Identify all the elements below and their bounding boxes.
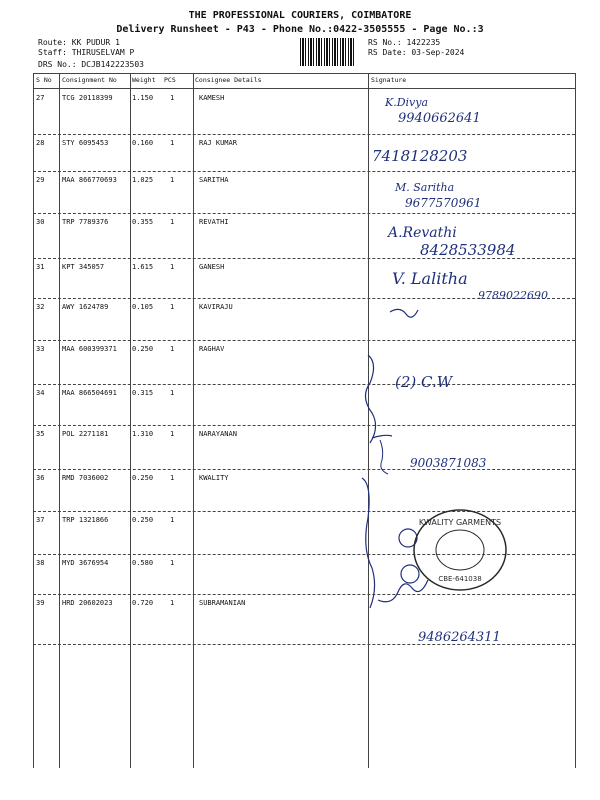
cell-sno: 39 — [36, 599, 45, 607]
signature-39-phone: 9486264311 — [418, 630, 501, 645]
cell-consignment: MAA 866504691 — [62, 389, 117, 397]
cell-pcs: 1 — [170, 389, 175, 397]
cell-consignee: KWALITY — [199, 474, 229, 482]
cell-consignee: SUBRAMANIAN — [199, 599, 246, 607]
cell-consignment: POL 2271181 — [62, 430, 109, 438]
signature-28-phone: 7418128203 — [372, 147, 468, 165]
cell-sno: 32 — [36, 303, 45, 311]
cell-consignment: TRP 7789376 — [62, 218, 109, 226]
cell-pcs: 1 — [170, 345, 175, 353]
kwality-stamp — [410, 505, 510, 595]
cell-consignment: AWY 1624789 — [62, 303, 109, 311]
company-title: THE PROFESSIONAL COURIERS, COIMBATORE — [188, 10, 412, 21]
table-row — [33, 172, 575, 214]
rs-no-label: RS No.: 1422235 — [368, 38, 441, 47]
signature-27-name: K.Divya — [385, 96, 429, 109]
cell-sno: 28 — [36, 139, 45, 147]
signature-33-mark: (2) C.W — [395, 373, 453, 391]
signature-35-phone: 9003871083 — [410, 456, 487, 470]
cell-consignment: STY 6095453 — [62, 139, 109, 147]
cell-consignee: RAGHAV — [199, 345, 225, 353]
cell-sno: 29 — [36, 176, 45, 184]
signature-29-name: M. Saritha — [395, 181, 455, 194]
signature-30-phone: 8428533984 — [420, 241, 516, 259]
cell-sno: 36 — [36, 474, 45, 482]
signature-30-name: A.Revathi — [388, 225, 457, 241]
cell-pcs: 1 — [170, 263, 175, 271]
staff-label: Staff: THIRUSELVAM P — [38, 48, 135, 57]
col-header-consignee: Consignee Details — [195, 76, 262, 84]
cell-consignee: GANESH — [199, 263, 225, 271]
cell-consignment: MYD 3676954 — [62, 559, 109, 567]
cell-consignment: KPT 345057 — [62, 263, 105, 271]
signature-scribbles — [360, 300, 560, 660]
col-header-consignment: Consignment No — [62, 76, 117, 84]
cell-pcs: 1 — [170, 139, 175, 147]
cell-weight: 1.615 — [132, 263, 154, 271]
svg-text:KWALITY GARMENTS: KWALITY GARMENTS — [418, 518, 502, 527]
cell-consignment: TCG 20118399 — [62, 94, 113, 102]
drs-label: DRS No.: DCJB142223503 — [38, 60, 144, 69]
signature-31-phone: 9789022690 — [478, 289, 548, 302]
col-header-pcs: PCS — [164, 76, 176, 84]
cell-consignment: RMD 7036002 — [62, 474, 109, 482]
cell-pcs: 1 — [170, 559, 175, 567]
cell-consignee: RAJ KUMAR — [199, 139, 237, 147]
cell-consignment: TRP 1321866 — [62, 516, 109, 524]
cell-sno: 33 — [36, 345, 45, 353]
cell-weight: 1.025 — [132, 176, 154, 184]
cell-weight: 0.355 — [132, 218, 154, 226]
table-row — [33, 135, 575, 172]
cell-weight: 0.105 — [132, 303, 154, 311]
cell-consignee: NARAYANAN — [199, 430, 237, 438]
cell-pcs: 1 — [170, 303, 175, 311]
table-top-border — [33, 73, 575, 74]
cell-weight: 1.150 — [132, 94, 154, 102]
cell-consignee: SARITHA — [199, 176, 229, 184]
cell-consignment: MAA 600399371 — [62, 345, 117, 353]
cell-sno: 35 — [36, 430, 45, 438]
cell-weight: 0.250 — [132, 345, 154, 353]
cell-weight: 1.310 — [132, 430, 154, 438]
col-header-sno: S No — [36, 76, 52, 84]
cell-pcs: 1 — [170, 176, 175, 184]
cell-consignee: REVATHI — [199, 218, 229, 226]
col-header-weight: Weight — [132, 76, 156, 84]
table-header-border — [33, 88, 575, 89]
cell-sno: 34 — [36, 389, 45, 397]
cell-weight: 0.160 — [132, 139, 154, 147]
cell-consignment: HRD 20602023 — [62, 599, 113, 607]
rs-date-label: RS Date: 03-Sep-2024 — [368, 48, 465, 57]
cell-sno: 31 — [36, 263, 45, 271]
signature-29-phone: 9677570961 — [405, 196, 482, 210]
barcode — [300, 38, 356, 66]
cell-weight: 0.250 — [132, 516, 154, 524]
table-row — [33, 90, 575, 135]
cell-sno: 38 — [36, 559, 45, 567]
signature-31-name: V. Lalitha — [392, 269, 468, 288]
svg-text:CBE-641038: CBE-641038 — [438, 575, 482, 583]
cell-weight: 0.315 — [132, 389, 154, 397]
signature-27-phone: 9940662641 — [398, 111, 481, 126]
cell-pcs: 1 — [170, 474, 175, 482]
cell-sno: 30 — [36, 218, 45, 226]
col-header-signature: Signature — [371, 76, 407, 84]
cell-sno: 27 — [36, 94, 45, 102]
cell-pcs: 1 — [170, 430, 175, 438]
cell-consignee: KAMESH — [199, 94, 225, 102]
cell-weight: 0.720 — [132, 599, 154, 607]
cell-sno: 37 — [36, 516, 45, 524]
col-divider — [575, 73, 576, 768]
runsheet-title: Delivery Runsheet - P43 - Phone No.:0422-3505555 - Page No.:3 — [116, 24, 484, 35]
cell-weight: 0.580 — [132, 559, 154, 567]
cell-pcs: 1 — [170, 516, 175, 524]
cell-pcs: 1 — [170, 218, 175, 226]
cell-weight: 0.250 — [132, 474, 154, 482]
route-label: Route: KK PUDUR 1 — [38, 38, 120, 47]
cell-consignee: KAVIRAJU — [199, 303, 233, 311]
cell-pcs: 1 — [170, 599, 175, 607]
cell-pcs: 1 — [170, 94, 175, 102]
cell-consignment: MAA 866770693 — [62, 176, 117, 184]
